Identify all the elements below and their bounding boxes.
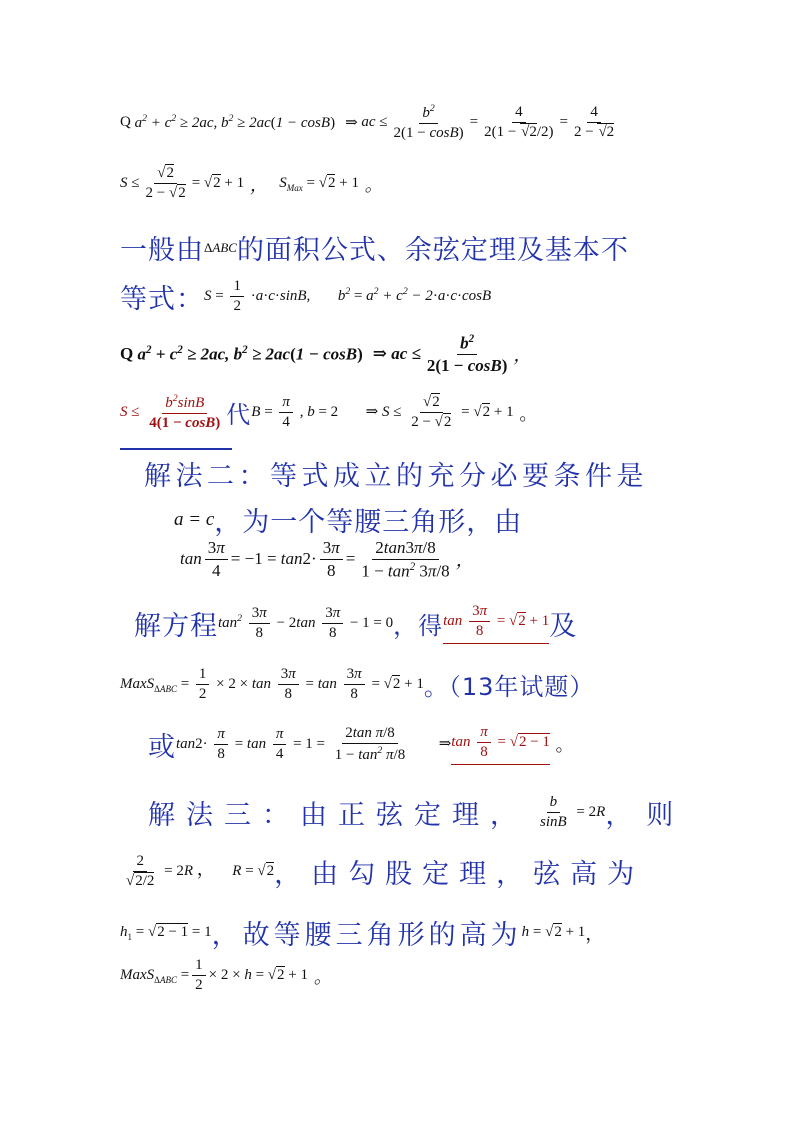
- text-line-4: 等式： S = $\frac{1}{2}$ ·a·c·sinB, $b^2 = a^2 + c^2 - 2\cdot a\cdot c\cdot\cos B$: [120, 277, 492, 315]
- text-jiefangcheng: 解方程: [134, 610, 218, 642]
- text-jiefa-er: 解法二：等式成立的充分必要条件是: [144, 461, 648, 492]
- math-line-16: MaxS$_{\Delta ABC}$ = $\frac{1}{2}$ × 2 × h = √2 + 1 。: [120, 957, 332, 994]
- text-ze: ，则: [605, 800, 688, 831]
- text-dai: 代: [226, 401, 252, 430]
- math-line-5: Q $a^2 + c^2 \ge 2ac$, $b^2 \ge 2ac(1 - \cos B)$ ⇒ ac ≤ $\frac{b^2}{2(1 - \cos B)}$ ，: [120, 333, 532, 376]
- text-gougu: ，由勾股定理，弦高为: [274, 859, 645, 890]
- text-line-8: [174, 500, 522, 539]
- text-line-7: [144, 454, 648, 493]
- text-de: ，得: [393, 611, 444, 640]
- text-huo: 或: [148, 731, 176, 763]
- text-yiban: 一般由: [120, 235, 204, 266]
- math-line-9: tan $\frac{3\pi}{4}$ = −1 = tan2· $\frac{3\pi}{8}$ = $\frac{2\tan 3\pi/8}{1 - \tan^2 3\pi/8}$ ，: [180, 538, 474, 581]
- text-gaodu: ，故等腰三角形的高为: [211, 920, 522, 951]
- text-line-6: S ≤ $\frac{b^2\sin B}{4(1 - \cos B)}$ 代 B = $\frac{\pi}{4}$ , b = 2 ⇒ S ≤ $\frac{√2}{2 - √2}$ = √2 + 1 。: [120, 393, 538, 432]
- text-jiefa-san: 解法三：由正弦定理，: [148, 800, 528, 831]
- text-line-14: $\frac{2}{√2/2}$ = 2R ， R = √2 ，由勾股定理，弦高为: [126, 852, 645, 890]
- text-line-11: MaxS$_{\Delta ABC}$ = $\frac{1}{2}$ × 2 × tan $\frac{3\pi}{8}$ = tan $\frac{3\pi}{8}$ = √2 + 1 。（13年试题）: [120, 666, 595, 703]
- text-mianji: 的面积公式、余弦定理及基本不: [236, 235, 629, 266]
- text-ji: 及: [549, 610, 578, 642]
- math-line-2: S ≤ $\frac{√2}{2 - √2}$ = √2 + 1 ， $S_{Max} = √2 + 1$ 。: [120, 165, 383, 202]
- text-dengshi: 等式：: [120, 284, 204, 315]
- math-a-eq-c: a = c: [174, 508, 215, 530]
- text-line-15: $h_1 = √2 - 1 = 1$ ，故等腰三角形的高为 h = √2 + 1 ，: [120, 913, 603, 952]
- blue-rule: [120, 448, 232, 450]
- text-line-12: 或 tan2· $\frac{\pi}{8}$ = tan $\frac{\pi}{4}$ = 1 = $\frac{\text{2tan π/8}}{1 - \tan^2 \pi/8}$ ⇒ tan $\frac{\pi}{8}$ = √2 − 1 。: [148, 724, 574, 763]
- text-line-10: 解方程 $\tan^2$ $\frac{3\pi}{8}$ − 2tan $\frac{3\pi}{8}$ − 1 = 0 ，得 tan $\frac{3\pi}{8}$ = √2 + 1 及: [134, 603, 578, 642]
- math-line-1: Q $a^2 + c^2 \ge 2ac$, $b^2 \ge 2ac(1 - \cos B)$ ⇒ ac ≤ $\frac{b^2}{2(1 - \cos B)}$ = $\frac{4}{2(1 - √2/2)}$ = $\frac{4}{2 - √2}$: [120, 103, 615, 142]
- text-line-3: 一般由 ΔABC 的面积公式、余弦定理及基本不: [120, 228, 629, 267]
- text-line-13: 解法三：由正弦定理， $\frac{b}{\sin B}$ = 2R ，则: [148, 793, 688, 831]
- text-dengyao: ，为一个等腰三角形，由: [214, 507, 523, 538]
- text-13nian: 。（13年试题）: [423, 673, 595, 702]
